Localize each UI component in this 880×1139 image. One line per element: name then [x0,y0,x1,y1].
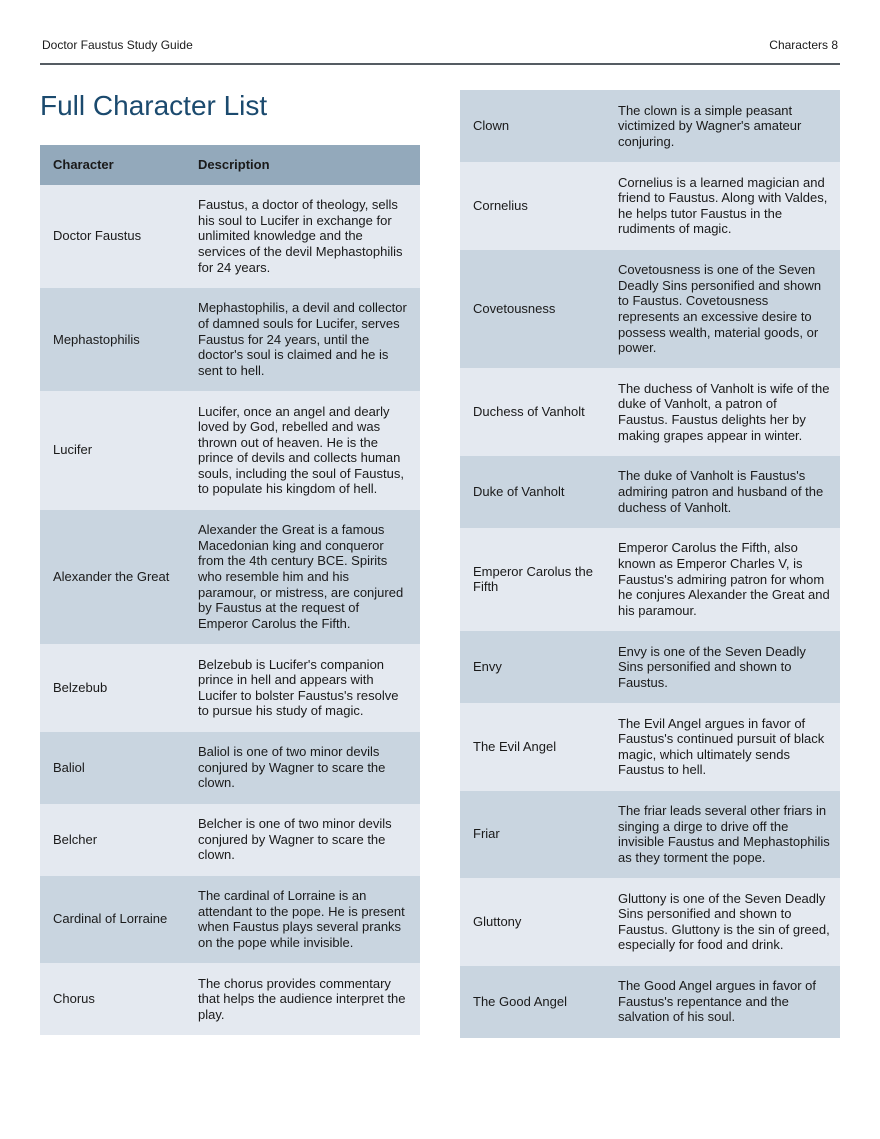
character-description: The clown is a simple peasant victimized by Wagner's amateur conjuring. [605,90,840,162]
table-row [40,185,420,288]
character-description: Baliol is one of two minor devils conjured by Wagner to scare the clown. [185,732,420,804]
table-row [40,963,420,1035]
table-row [460,90,840,162]
table-row [40,804,420,876]
character-description: Covetousness is one of the Seven Deadly Sins personified and shown to Faustus. Covetousness represents an excessive desire to possess wealth, material goods, or power. [605,250,840,369]
table-row [40,391,420,510]
column-header-description: Description [185,145,420,185]
character-name: Gluttony [460,878,605,966]
table-row [460,966,840,1038]
running-header-page: Characters 8 [769,38,838,52]
character-description: The Evil Angel argues in favor of Faustus's continued pursuit of black magic, which ultimately sends Faustus to hell. [605,703,840,791]
character-name: Cornelius [460,162,605,250]
character-description: Gluttony is one of the Seven Deadly Sins personified and shown to Faustus. Gluttony is the sin of greed, especially for food and drink. [605,878,840,966]
character-name: Belzebub [40,644,185,732]
character-name: Duchess of Vanholt [460,368,605,456]
character-table-right [460,90,840,1038]
character-description: Belzebub is Lucifer's companion prince in hell and appears with Lucifer to bolster Faustus's resolve to pursue his study of magic. [185,644,420,732]
character-description: The chorus provides commentary that helps the audience interpret the play. [185,963,420,1035]
character-description: The duchess of Vanholt is wife of the duke of Vanholt, a patron of Faustus. Faustus delights her by making grapes appear in winter. [605,368,840,456]
character-name: Covetousness [460,250,605,369]
character-name: Mephastophilis [40,288,185,391]
table-row [460,528,840,631]
column-header-character: Character [40,145,185,185]
character-description: The friar leads several other friars in singing a dirge to drive off the invisible Faustus and Mephastophilis as they torment the pope. [605,791,840,879]
table-header-row [40,145,420,185]
character-description: Alexander the Great is a famous Macedonian king and conqueror from the 4th century BCE. Spirits who resemble him and his paramour, or mistress, are conjured by Faustus at the request of Emperor Carolus the Fifth. [185,510,420,644]
character-name: Emperor Carolus the Fifth [460,528,605,631]
character-name: Chorus [40,963,185,1035]
table-row [460,703,840,791]
character-description: The Good Angel argues in favor of Faustus's repentance and the salvation of his soul. [605,966,840,1038]
character-description: Emperor Carolus the Fifth, also known as Emperor Charles V, is Faustus's admiring patron for whom he conjures Alexander the Great and his paramour. [605,528,840,631]
character-name: Clown [460,90,605,162]
character-name: The Good Angel [460,966,605,1038]
table-row [40,288,420,391]
table-row [40,510,420,644]
table-row [460,162,840,250]
character-description: Envy is one of the Seven Deadly Sins personified and shown to Faustus. [605,631,840,703]
character-name: Duke of Vanholt [460,456,605,528]
table-row [460,631,840,703]
page-title: Full Character List [40,90,268,121]
running-header-title: Doctor Faustus Study Guide [42,38,193,52]
character-name: Cardinal of Lorraine [40,876,185,964]
character-name: Doctor Faustus [40,185,185,288]
character-description: Mephastophilis, a devil and collector of damned souls for Lucifer, serves Faustus for 24 years, until the doctor's soul is claimed and he is sent to hell. [185,288,420,391]
header-rule [40,63,840,65]
character-description: Lucifer, once an angel and dearly loved by God, rebelled and was thrown out of heaven. He is the prince of devils and collects human souls, including the soul of Faustus, to populate his kingdom of hell. [185,391,420,510]
character-name: Belcher [40,804,185,876]
table-row [40,876,420,964]
table-row [460,368,840,456]
character-name: Friar [460,791,605,879]
table-row [460,791,840,879]
character-description: Belcher is one of two minor devils conjured by Wagner to scare the clown. [185,804,420,876]
character-table-left [40,145,420,1035]
table-row [460,878,840,966]
table-row [460,250,840,369]
table-row [40,732,420,804]
character-name: The Evil Angel [460,703,605,791]
character-name: Alexander the Great [40,510,185,644]
character-name: Baliol [40,732,185,804]
table-row [460,456,840,528]
character-name: Lucifer [40,391,185,510]
table-row [40,644,420,732]
character-description: The duke of Vanholt is Faustus's admiring patron and husband of the duchess of Vanholt. [605,456,840,528]
character-description: Faustus, a doctor of theology, sells his soul to Lucifer in exchange for unlimited knowledge and the services of the devil Mephastophilis for 24 years. [185,185,420,288]
character-name: Envy [460,631,605,703]
character-description: Cornelius is a learned magician and friend to Faustus. Along with Valdes, he helps tutor Faustus in the rudiments of magic. [605,162,840,250]
character-description: The cardinal of Lorraine is an attendant to the pope. He is present when Faustus plays several pranks on the pope while invisible. [185,876,420,964]
